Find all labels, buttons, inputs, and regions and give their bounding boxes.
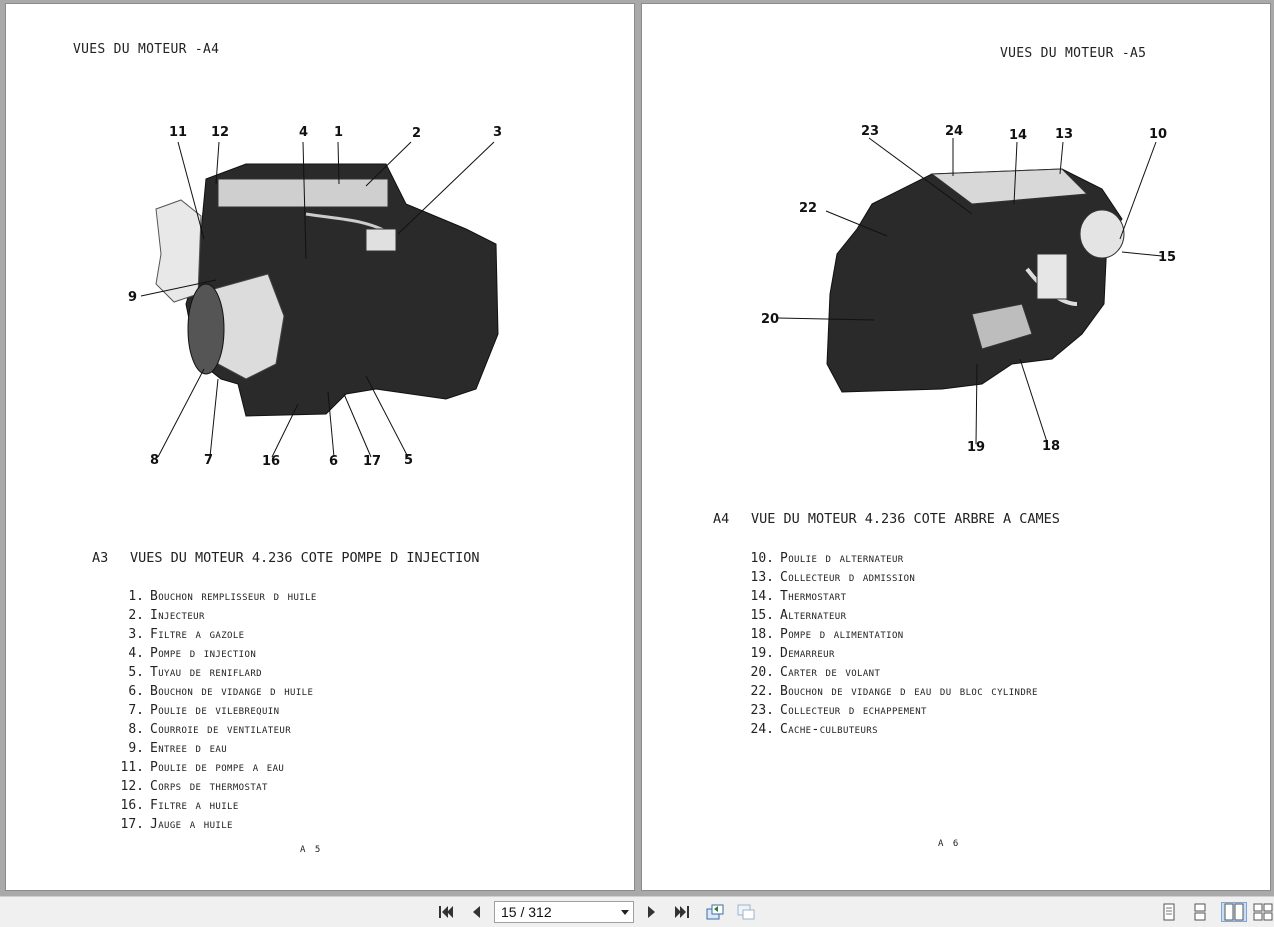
list-item: 24. Cache-culbuteurs: [750, 722, 878, 737]
callout-23: 23: [861, 124, 880, 139]
single-page-view-button[interactable]: [1158, 902, 1180, 922]
list-item: 15. Alternateur: [750, 608, 847, 623]
callout-2: 2: [412, 126, 422, 141]
two-page-view-button[interactable]: [1221, 902, 1247, 922]
callout-14: 14: [1009, 128, 1028, 143]
caption-code: A3: [92, 550, 109, 566]
continuous-view-button[interactable]: [1189, 902, 1211, 922]
document-page-left: [6, 4, 634, 890]
document-page-right: [642, 4, 1270, 890]
callout-18: 18: [1042, 439, 1061, 454]
list-item: 4. Pompe d injection: [128, 646, 257, 661]
callout-9: 9: [128, 290, 138, 305]
navigation-toolbar: [0, 896, 1274, 927]
callout-7: 7: [204, 453, 214, 468]
page-indicator: 15 / 312: [501, 904, 552, 920]
list-item: 6. Bouchon de vidange d huile: [128, 684, 314, 699]
callout-8: 8: [150, 453, 160, 468]
callout-17: 17: [363, 454, 382, 469]
list-item: 19. Demarreur: [750, 646, 835, 661]
previous-page-button[interactable]: [465, 902, 487, 922]
page-header: VUES DU MOTEUR -A4: [73, 42, 220, 57]
engine-diagram-injection-side: [6, 4, 634, 484]
next-page-icon: [645, 904, 659, 920]
callout-5: 5: [404, 453, 414, 468]
engine-diagram-camshaft-side: [642, 4, 1270, 474]
last-page-button[interactable]: [671, 902, 693, 922]
list-item: 14. Thermostart: [750, 589, 847, 604]
list-item: 8. Courroie de ventilateur: [128, 722, 292, 737]
single-page-view-icon: [1161, 903, 1177, 921]
chevron-down-icon: [621, 910, 629, 915]
callout-13: 13: [1055, 127, 1074, 142]
callout-4: 4: [299, 125, 309, 140]
callout-15: 15: [1158, 250, 1177, 265]
go-back-view-icon: [705, 903, 725, 921]
callout-6: 6: [329, 454, 339, 469]
last-page-icon: [673, 904, 691, 920]
callout-16: 16: [262, 454, 281, 469]
page-number-input[interactable]: [494, 901, 634, 923]
legend-list: [742, 549, 1038, 739]
list-item: 2. Injecteur: [128, 608, 205, 623]
callout-19: 19: [967, 440, 986, 455]
list-item: 5. Tuyau de reniflard: [128, 665, 262, 680]
first-page-button[interactable]: [435, 902, 457, 922]
list-item: 22. Bouchon de vidange d eau du bloc cylindre: [750, 684, 1038, 699]
list-item: 17. Jauge a huile: [120, 817, 233, 832]
list-item: 16. Filtre a huile: [120, 798, 239, 813]
callout-11: 11: [169, 125, 188, 140]
page-number: A 5: [300, 845, 323, 855]
legend-list: [112, 587, 317, 834]
list-item: 12. Corps de thermostat: [120, 779, 268, 794]
caption-title: VUES DU MOTEUR 4.236 COTE POMPE D INJECTION: [130, 550, 480, 566]
list-item: 18. Pompe d alimentation: [750, 627, 904, 642]
previous-page-icon: [469, 904, 483, 920]
list-item: 11. Poulie de pompe a eau: [120, 760, 285, 775]
first-page-icon: [437, 904, 455, 920]
callout-3: 3: [493, 125, 503, 140]
list-item: 10. Poulie d alternateur: [750, 551, 904, 566]
go-forward-view-icon: [736, 903, 756, 921]
callout-24: 24: [945, 124, 964, 139]
callout-12: 12: [211, 125, 230, 140]
list-item: 23. Collecteur d echappement: [750, 703, 927, 718]
callout-1: 1: [334, 125, 344, 140]
callout-10: 10: [1149, 127, 1168, 142]
page-header: VUES DU MOTEUR -A5: [1000, 46, 1147, 61]
go-forward-view-button[interactable]: [735, 902, 757, 922]
list-item: 20. Carter de volant: [750, 665, 881, 680]
list-item: 9. Entree d eau: [128, 741, 228, 756]
caption-code: A4: [713, 511, 730, 527]
list-item: 1. Bouchon remplisseur d huile: [128, 589, 317, 604]
callout-22: 22: [799, 201, 818, 216]
two-page-continuous-view-button[interactable]: [1252, 902, 1274, 922]
callout-20: 20: [761, 312, 780, 327]
two-page-continuous-view-icon: [1253, 903, 1273, 921]
list-item: 7. Poulie de vilebrequin: [128, 703, 280, 718]
next-page-button[interactable]: [641, 902, 663, 922]
caption-title: VUE DU MOTEUR 4.236 COTE ARBRE A CAMES: [751, 511, 1060, 527]
go-back-view-button[interactable]: [704, 902, 726, 922]
continuous-view-icon: [1192, 903, 1208, 921]
list-item: 13. Collecteur d admission: [750, 570, 916, 585]
two-page-view-icon: [1224, 903, 1244, 921]
list-item: 3. Filtre a gazole: [128, 627, 245, 642]
page-number: A 6: [938, 839, 961, 849]
